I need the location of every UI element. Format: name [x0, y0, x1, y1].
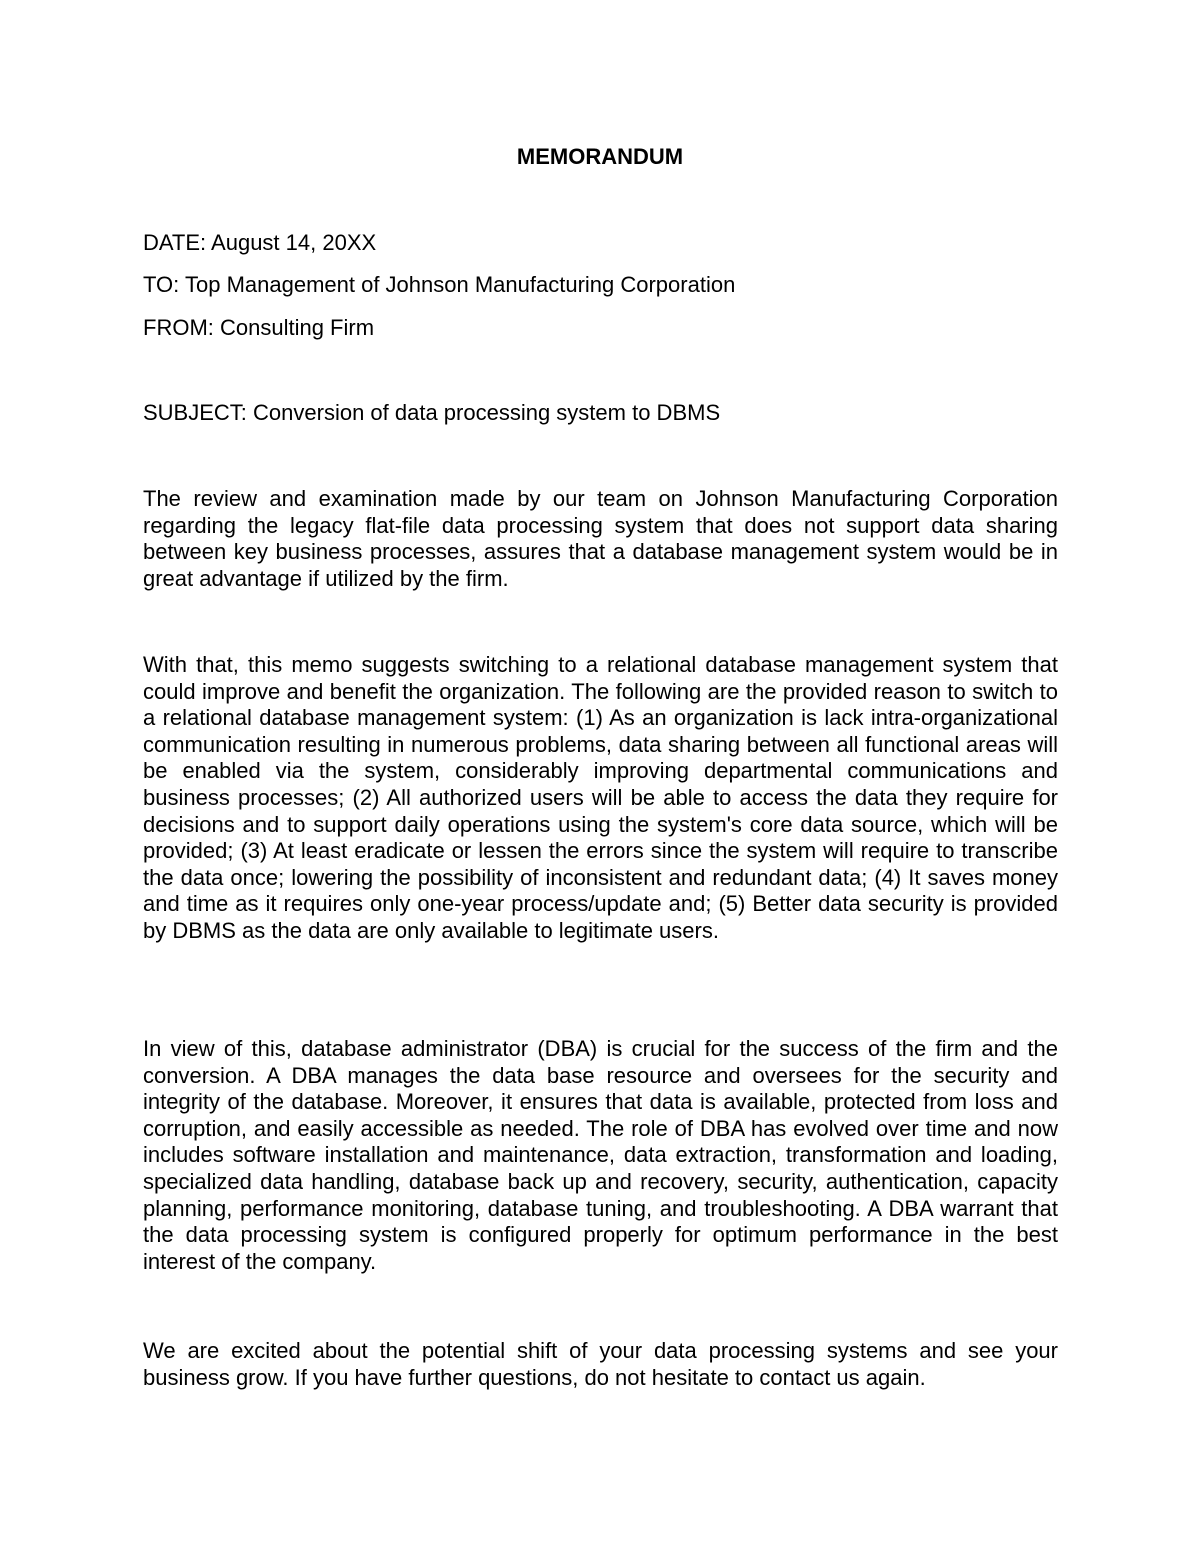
body-paragraph-4: We are excited about the potential shift of your data processing systems and see your business grow. If you have further questions, do not hesitate to contact us again.	[143, 1338, 1058, 1390]
memo-subject: SUBJECT: Conversion of data processing system to DBMS	[143, 400, 721, 425]
memo-date: DATE: August 14, 20XX	[143, 230, 377, 255]
body-paragraph-1: The review and examination made by our team on Johnson Manufacturing Corporation regarding the legacy flat-file data processing system that does not support data sharing between key business processes, assures that a database management system would be in great advantage if utilized by the firm.	[143, 486, 1058, 591]
body-paragraph-2: With that, this memo suggests switching to a relational database management system that could improve and benefit the organization. The following are the provided reason to switch to a relational database management system: (1) As an organization is lack intra-organizational communication resulting in numerous problems, data sharing between all functional areas will be enabled via the system, considerably improving departmental communications and business processes; (2) All authorized users will be able to access the data they require for decisions and to support daily operations using the system's core data source, which will be provided; (3) At least eradicate or lessen the errors since the system will require to transcribe the data once; lowering the possibility of inconsistent and redundant data; (4) It saves money and time as it requires only one-year process/update and; (5) Better data security is provided by DBMS as the data are only available to legitimate users.	[143, 652, 1058, 943]
memo-to: TO: Top Management of Johnson Manufacturing Corporation	[143, 272, 736, 297]
body-paragraph-3: In view of this, database administrator (DBA) is crucial for the success of the firm and the conversion. A DBA manages the data base resource and oversees for the security and integrity of the database. Moreover, it ensures that data is available, protected from loss and corruption, and easily accessible as needed. The role of DBA has evolved over time and now includes software installation and maintenance, data extraction, transformation and loading, specialized data handling, database back up and recovery, security, authentication, capacity planning, performance monitoring, database tuning, and troubleshooting. A DBA warrant that the data processing system is configured properly for optimum performance in the best interest of the company.	[143, 1036, 1058, 1274]
memo-from: FROM: Consulting Firm	[143, 315, 375, 340]
memo-title: MEMORANDUM	[516, 144, 684, 169]
